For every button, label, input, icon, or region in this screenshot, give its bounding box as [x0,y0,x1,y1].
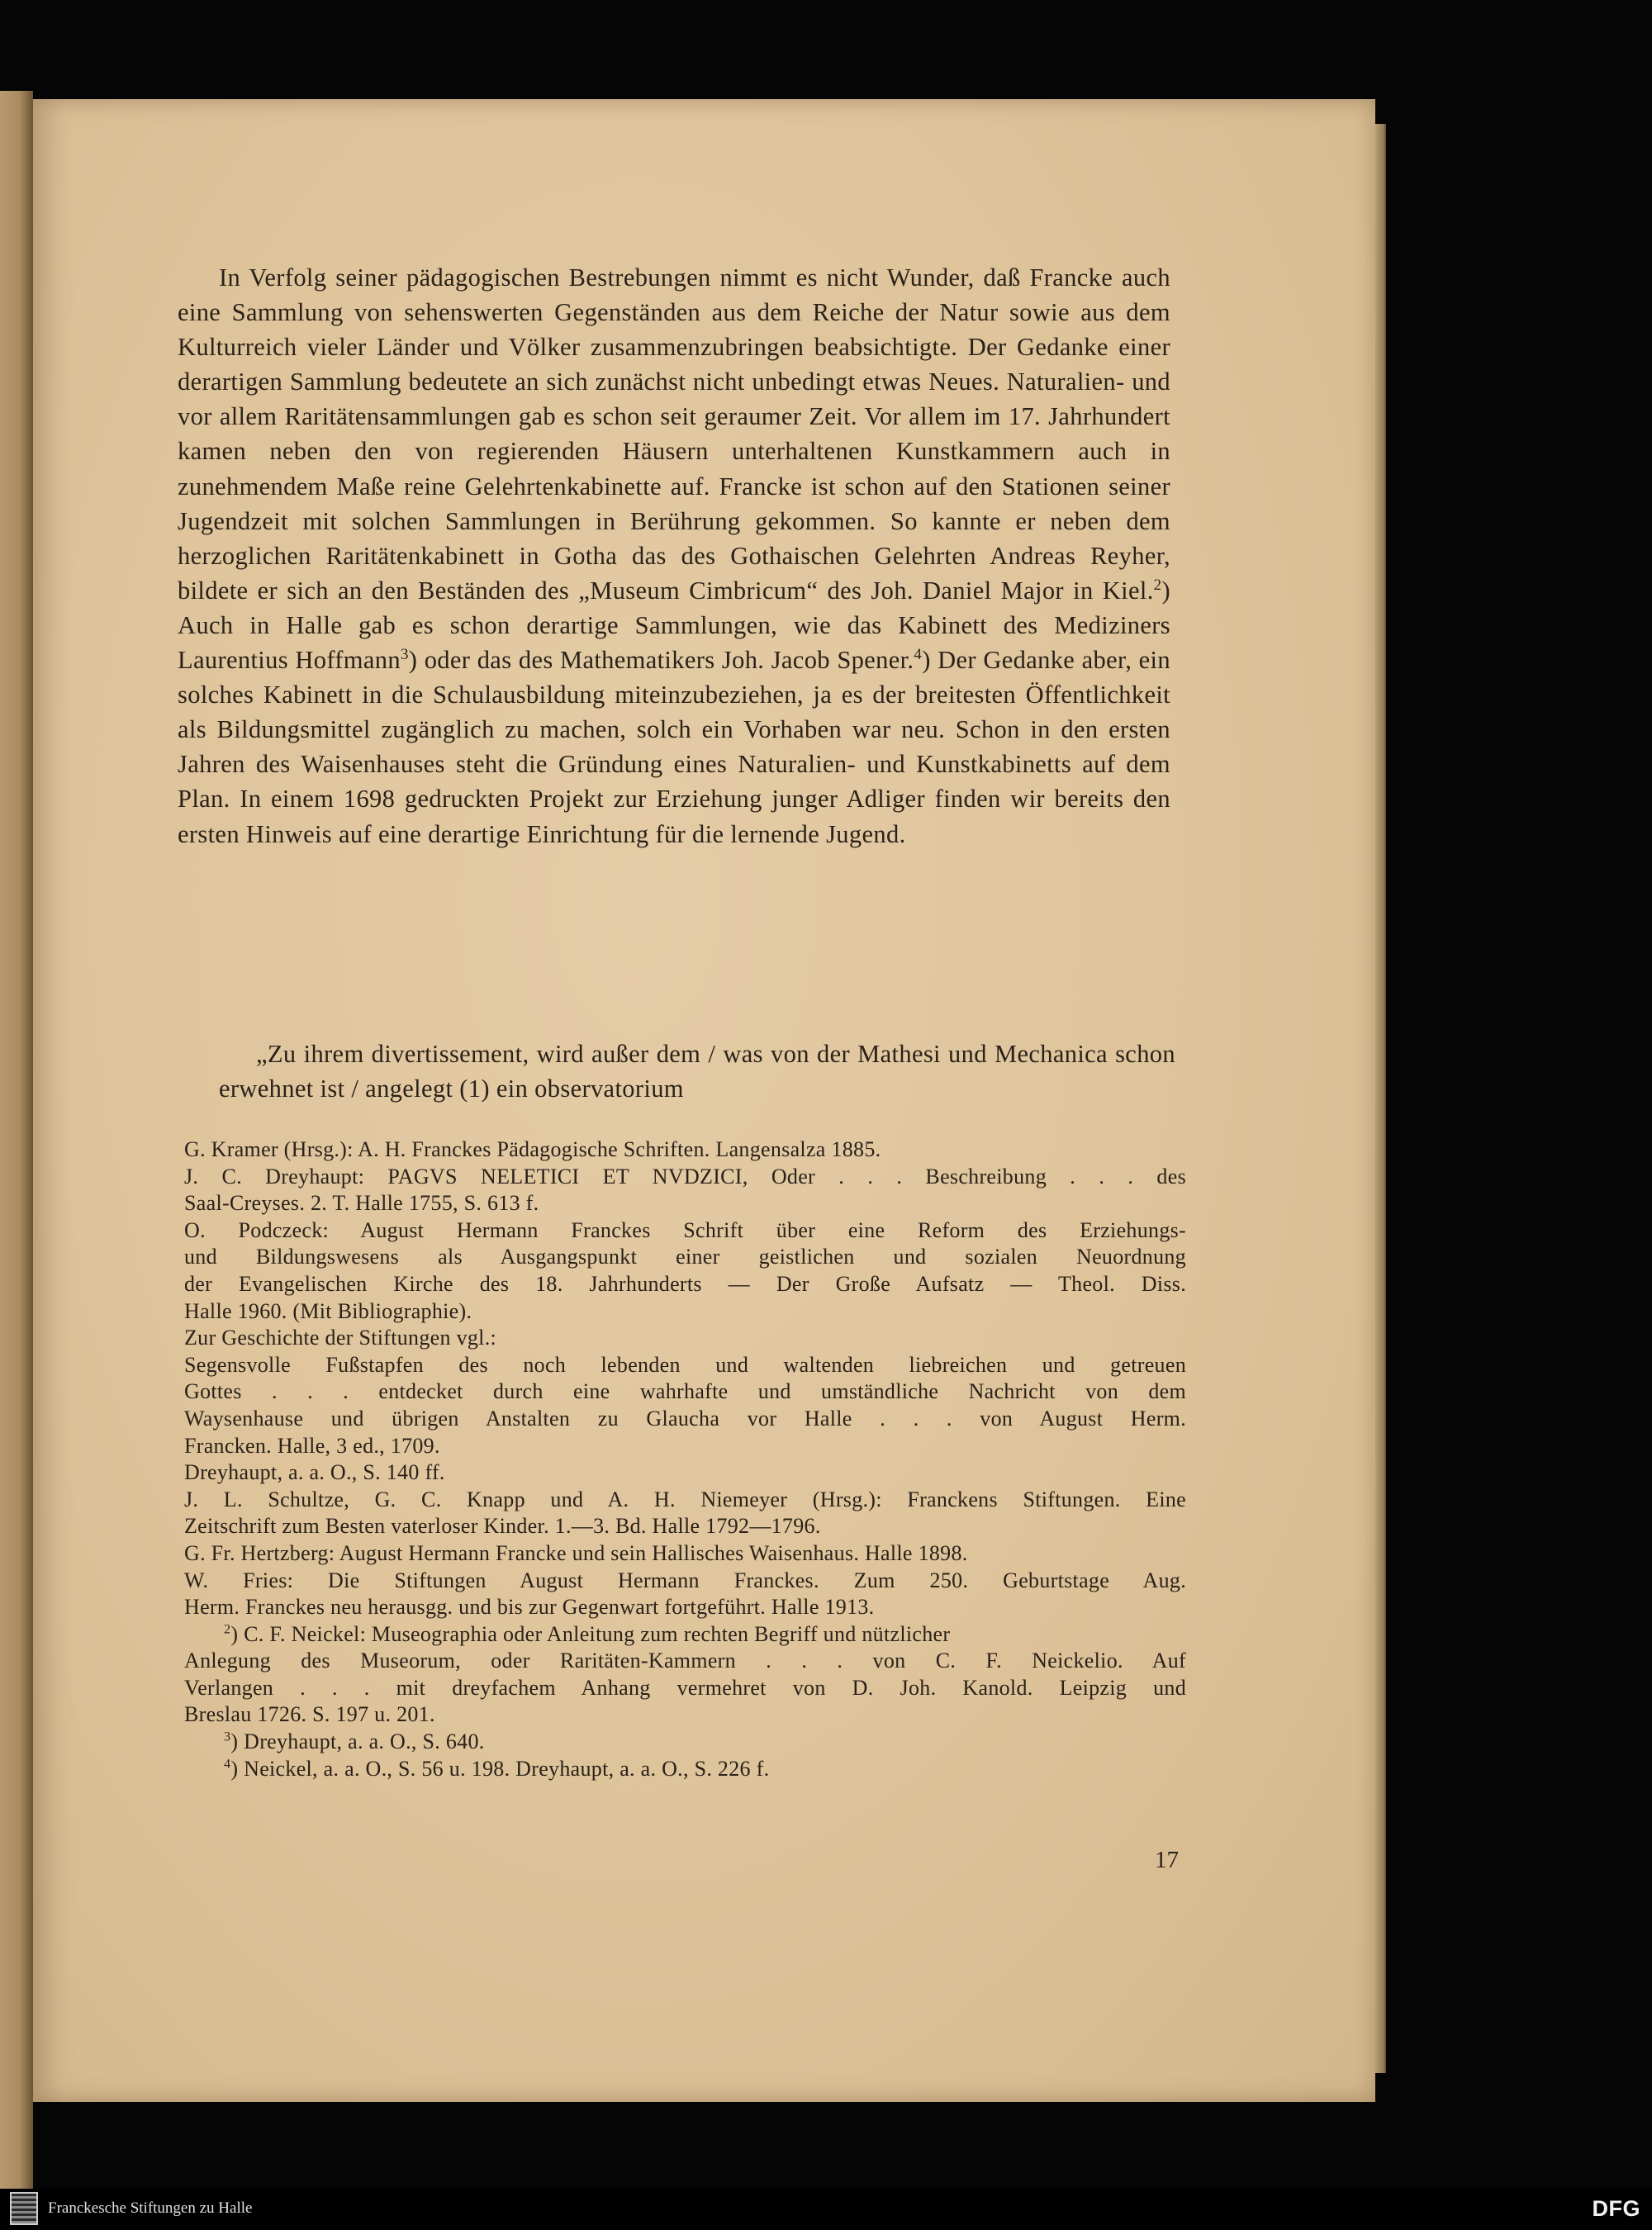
footnote-line: G. Kramer (Hrsg.): A. H. Franckes Pädagogische Schriften. Langensalza 1885. [184,1137,881,1161]
viewer-footer [0,2189,1652,2230]
footnote-line: Breslau 1726. S. 197 u. 201. [184,1702,435,1727]
quote-text: „Zu ihrem divertissement, wird außer dem / was von der Mathesi und Mechanica schon erwehnet ist / angelegt (1) ein observatorium [219,1040,1175,1103]
footnote-line: Gottes . . . entdecket durch eine wahrhafte und umständliche Nachricht von dem [184,1379,1186,1404]
footnote-2-first-line [184,1621,1186,1649]
footnote-ref-2: 2 [1153,576,1162,594]
page-number: 17 [1155,1847,1179,1873]
paragraph-text: ) Der Gedanke aber, ein solches Kabinett in die Schulausbildung miteinzubeziehen, ja es der breitesten Öffentlichkeit als Bildungsmittel zugänglich zu machen, solch ein Vorhaben war neu. Schon in den ersten Jahren des Waisenhauses steht die Gründung eines Naturalien- und Kunstkabinetts auf dem Plan. In einem 1698 gedruckten Projekt zur Erziehung junger Adliger finden wir bereits den ersten Hinweis auf eine derartige Einrichtung für die lernende Jugend. [178,646,1170,848]
footnote-line: und Bildungswesens als Ausgangspunkt einer geistlichen und sozialen Neuordnung [184,1245,1186,1269]
institution-logo-icon [10,2192,38,2225]
footnote-line: Anlegung des Museorum, oder Raritäten-Kammern . . . von C. F. Neickelio. Auf [184,1649,1186,1673]
footnote-line: Francken. Halle, 3 ed., 1709. [184,1433,440,1458]
footnote-4 [184,1756,1186,1783]
footnote-line: Halle 1960. (Mit Bibliographie). [184,1298,472,1323]
main-paragraph [178,260,1170,852]
paragraph-text: ) oder das des Mathematikers Joh. Jacob Spener. [408,646,914,675]
footnote-line: Zur Geschichte der Stiftungen vgl.: [184,1326,497,1350]
footnote-line: Herm. Franckes neu herausgg. und bis zur Gegenwart fortgeführt. Halle 1913. [184,1595,875,1620]
footnote-line: J. C. Dreyhaupt: PAGVS NELETICI ET NVDZICI, Oder . . . Beschreibung . . . des [184,1164,1186,1189]
footnote-ref-3: 3 [400,645,409,663]
footnote-ref-4: 4 [914,645,923,663]
footnote-line: Waysenhause und übrigen Anstalten zu Glaucha vor Halle . . . von August Herm. [184,1406,1186,1431]
footnote-mark-2: 2 [224,1622,231,1637]
footnote-line: Saal-Creyses. 2. T. Halle 1755, S. 613 f. [184,1191,539,1216]
paragraph-text: In Verfolg seiner pädagogischen Bestrebungen nimmt es nicht Wunder, daß Francke auch eine Sammlung von sehenswerten Gegenständen aus dem Reiche der Natur sowie aus dem Kulturreich vieler Länder und Völker zusammenzubringen beabsichtigte. Der Gedanke einer derartigen Sammlung bedeutete an sich zunächst nicht unbedingt etwas Neues. Naturalien- und vor allem Raritätensammlungen gab es schon seit geraumer Zeit. Vor allem im 17. Jahrhundert kamen neben den von regierenden Häusern unterhaltenen Kunstkammern auch in zunehmendem Maße reine Gelehrtenkabinette auf. Francke ist schon auf den Stationen seiner Jugendzeit mit solchen Sammlungen in Berührung gekommen. So kannte er neben dem herzoglichen Raritätenkabinett in Gotha das des Gothaischen Gelehrten Andreas Reyher, bildete er sich an den Beständen des „Museum Cimbricum“ des Joh. Daniel Major in Kiel. [178,263,1170,605]
footnote-3-text: ) Dreyhaupt, a. a. O., S. 640. [230,1729,485,1754]
footnote-3 [184,1729,1186,1756]
footnote-2-text: ) C. F. Neickel: Museographia oder Anleitung zum rechten Begriff und nützlicher [230,1621,951,1646]
footnote-line: W. Fries: Die Stiftungen August Hermann Franckes. Zum 250. Geburtstage Aug. [184,1568,1186,1592]
dfg-logo: DFG [1592,2196,1640,2221]
previous-page-edge [0,91,33,2189]
footnote-line: O. Podczeck: August Hermann Franckes Schrift über eine Reform des Erziehungs- [184,1217,1186,1242]
paragraph-text: ) Auch in Halle gab es schon derartige Sammlungen, wie das Kabinett des Mediziners Laurentius Hoffmann [178,576,1170,675]
footnote-line: Dreyhaupt, a. a. O., S. 140 ff. [184,1460,445,1485]
block-quote [219,1037,1175,1106]
footnotes [184,1136,1186,1782]
footnote-line: der Evangelischen Kirche des 18. Jahrhunderts — Der Große Aufsatz — Theol. Diss. [184,1271,1186,1296]
footnote-mark-4: 4 [224,1757,231,1771]
footnote-mark-3: 3 [224,1729,231,1744]
footnote-4-text: ) Neickel, a. a. O., S. 56 u. 198. Dreyhaupt, a. a. O., S. 226 f. [230,1756,770,1781]
footnote-line: G. Fr. Hertzberg: August Hermann Francke und sein Hallisches Waisenhaus. Halle 1898. [184,1540,968,1565]
footnote-line: Segensvolle Fußstapfen des noch lebenden und waltenden liebreichen und getreuen [184,1352,1186,1377]
footnote-line: Zeitschrift zum Besten vaterloser Kinder. 1.—3. Bd. Halle 1792—1796. [184,1514,821,1539]
institution-name: Franckesche Stiftungen zu Halle [48,2199,253,2217]
footnote-line: Verlangen . . . mit dreyfachem Anhang vermehret von D. Joh. Kanold. Leipzig und [184,1675,1186,1700]
footnote-line: J. L. Schultze, G. C. Knapp und A. H. Niemeyer (Hrsg.): Franckens Stiftungen. Eine [184,1487,1186,1511]
